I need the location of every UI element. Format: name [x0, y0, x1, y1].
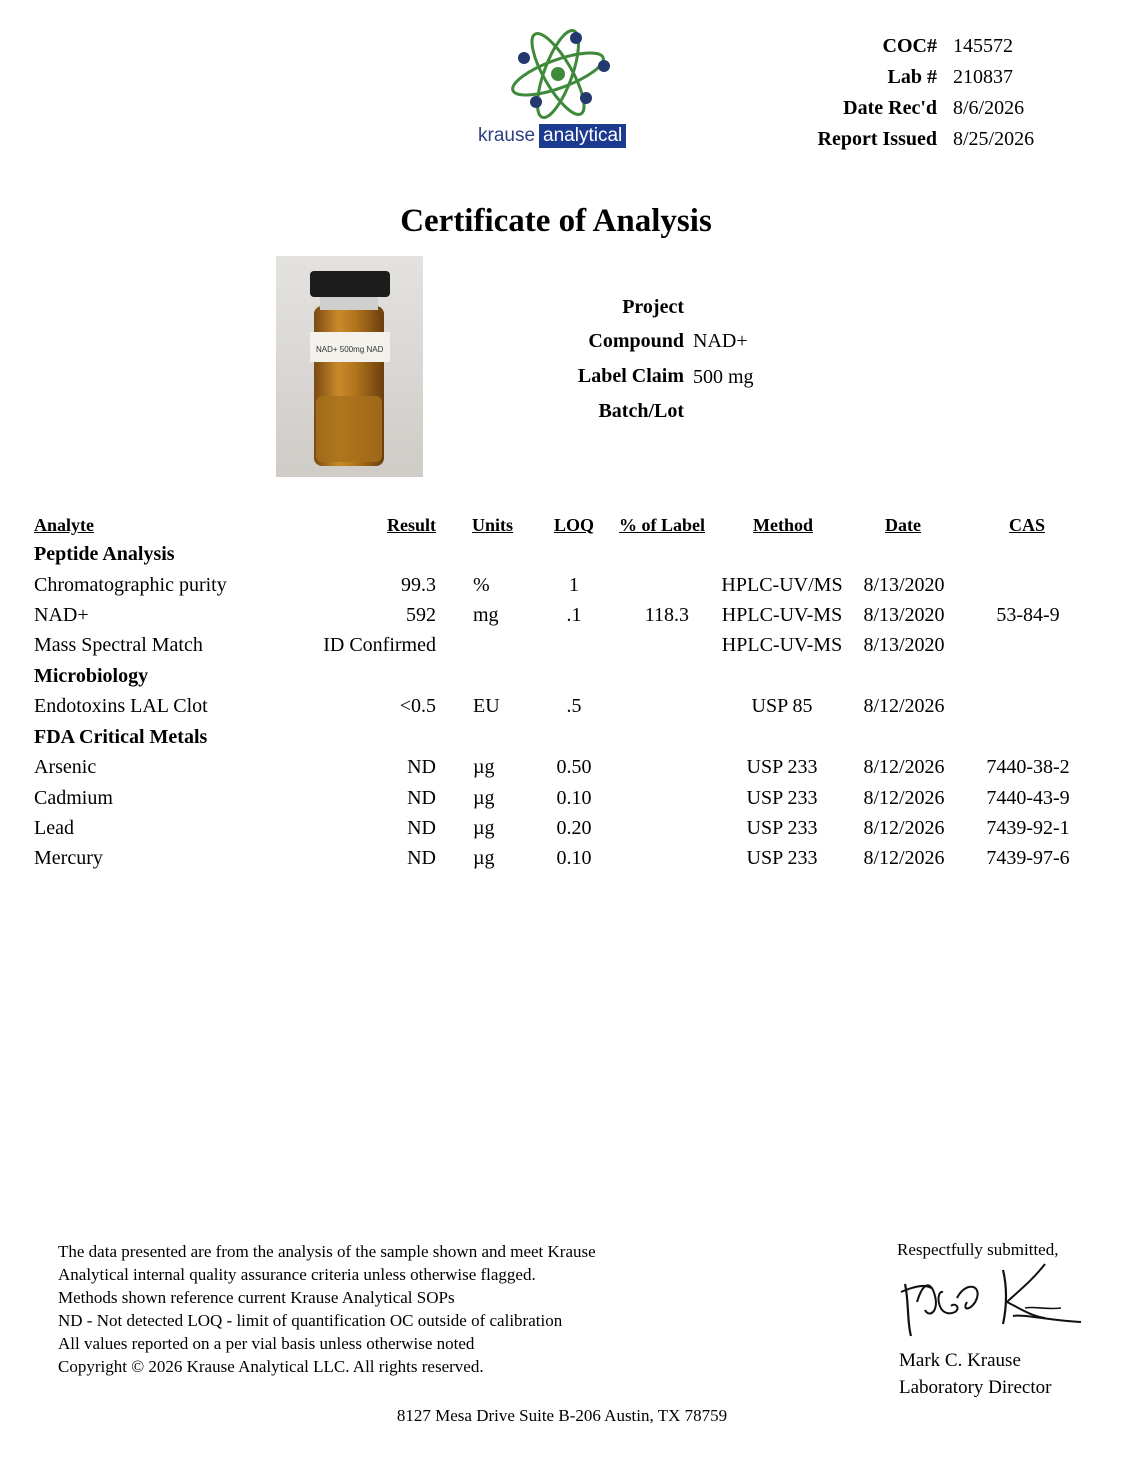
project-label: Project	[622, 296, 684, 318]
meta-value: 210837	[953, 66, 1013, 88]
meta-lab-number	[0, 64, 1121, 90]
cell-analyte: Arsenic	[34, 756, 97, 778]
cell-units: µg	[473, 847, 495, 869]
meta-value: 145572	[953, 35, 1013, 57]
cell-analyte: Cadmium	[34, 787, 113, 809]
lab-address: 8127 Mesa Drive Suite B-206 Austin, TX 78759	[396, 1406, 728, 1425]
cell-method: HPLC-UV-MS	[721, 634, 843, 656]
cell-date: 8/13/2020	[863, 604, 945, 626]
compound-label: Compound	[588, 330, 684, 352]
cell-result: 592	[406, 604, 436, 626]
disclaimer-line: Copyright © 2026 Krause Analytical LLC. All rights reserved.	[58, 1357, 484, 1376]
compound-value: NAD+	[693, 330, 748, 352]
cell-loq: .1	[566, 604, 582, 626]
cell-analyte: Mercury	[34, 847, 103, 869]
header-analyte: Analyte	[34, 515, 94, 535]
cell-units: %	[473, 574, 490, 596]
cell-method: USP 233	[746, 847, 818, 869]
cell-cas: 53-84-9	[996, 604, 1060, 626]
cell-loq: 0.10	[556, 847, 592, 869]
cell-date: 8/13/2020	[863, 574, 945, 596]
meta-coc	[0, 33, 1121, 59]
cell-result: 99.3	[401, 574, 436, 596]
header-result: Result	[387, 515, 436, 535]
cell-method: HPLC-UV/MS	[721, 574, 843, 596]
cell-result: <0.5	[399, 695, 436, 717]
disclaimer-line: Analytical internal quality assurance criteria unless otherwise flagged.	[58, 1265, 536, 1284]
cell-method: USP 233	[746, 756, 818, 778]
meta-date-received	[0, 95, 1121, 121]
page-title: Certificate of Analysis	[400, 203, 712, 239]
cell-loq: 0.50	[556, 756, 592, 778]
cell-units: µg	[473, 817, 495, 839]
cell-cas: 7440-43-9	[986, 787, 1070, 809]
header-loq: LOQ	[553, 515, 595, 535]
cell-analyte: Chromatographic purity	[34, 574, 227, 596]
cell-cas: 7439-97-6	[986, 847, 1070, 869]
section-microbiology: Microbiology	[34, 665, 149, 687]
cell-units: µg	[473, 756, 495, 778]
signer-name: Mark C. Krause	[899, 1350, 1021, 1371]
respectfully-submitted: Respectfully submitted,	[897, 1240, 1059, 1259]
cell-date: 8/12/2026	[863, 787, 945, 809]
vial-label-text: NAD+ 500mg NAD	[316, 345, 384, 354]
disclaimer	[58, 1240, 596, 1378]
section-peptide-analysis: Peptide Analysis	[34, 543, 175, 565]
cell-percent-of-label: 118.3	[644, 604, 689, 626]
handwritten-signature	[895, 1262, 1090, 1347]
cell-method: USP 85	[751, 695, 813, 717]
logo-word-krause: krause	[478, 125, 536, 146]
meta-value: 8/25/2026	[953, 128, 1035, 150]
cell-units: mg	[473, 604, 499, 626]
logo-word-analytical: analytical	[539, 124, 626, 148]
disclaimer-line: ND - Not detected LOQ - limit of quantification OC outside of calibration	[58, 1311, 563, 1330]
section-fda-critical-metals: FDA Critical Metals	[34, 726, 208, 748]
meta-label: Date Rec'd	[843, 97, 937, 119]
cell-method: HPLC-UV-MS	[721, 604, 843, 626]
disclaimer-line: The data presented are from the analysis of the sample shown and meet Krause	[58, 1242, 596, 1261]
header-percent-of-label: % of Label	[618, 515, 706, 535]
signature-icon	[895, 1262, 1090, 1342]
vial-icon	[276, 256, 423, 477]
cell-date: 8/12/2026	[863, 847, 945, 869]
meta-label: COC#	[882, 35, 937, 57]
cell-date: 8/12/2026	[863, 695, 945, 717]
header-cas: CAS	[1008, 515, 1046, 535]
cell-date: 8/13/2020	[863, 634, 945, 656]
cell-loq: 0.10	[556, 787, 592, 809]
cell-loq: 1	[569, 574, 579, 596]
meta-label: Report Issued	[817, 128, 937, 150]
label-claim-label: Label Claim	[577, 365, 684, 387]
disclaimer-line: Methods shown reference current Krause Analytical SOPs	[58, 1288, 455, 1307]
signer-block	[899, 1347, 1051, 1401]
meta-value: 8/6/2026	[953, 97, 1025, 119]
cell-method: USP 233	[746, 787, 818, 809]
cell-date: 8/12/2026	[863, 817, 945, 839]
sample-vial-photo	[276, 256, 423, 477]
cell-result: ND	[407, 847, 436, 869]
header-date: Date	[885, 515, 921, 535]
cell-result: ID Confirmed	[323, 634, 436, 656]
meta-report-issued	[0, 126, 1121, 152]
cell-analyte: Lead	[34, 817, 74, 839]
cell-loq: 0.20	[556, 817, 592, 839]
cell-result: ND	[407, 756, 436, 778]
cell-analyte: Endotoxins LAL Clot	[34, 695, 208, 717]
cell-units: µg	[473, 787, 495, 809]
cell-result: ND	[407, 787, 436, 809]
cell-analyte: Mass Spectral Match	[34, 634, 203, 656]
header-method: Method	[753, 515, 813, 535]
cell-cas: 7439-92-1	[986, 817, 1070, 839]
meta-label: Lab #	[887, 66, 937, 88]
cell-analyte: NAD+	[34, 604, 89, 626]
cell-method: USP 233	[746, 817, 818, 839]
cell-date: 8/12/2026	[863, 756, 945, 778]
batch-lot-label: Batch/Lot	[598, 400, 684, 422]
header-units: Units	[472, 515, 514, 535]
cell-cas: 7440-38-2	[986, 756, 1070, 778]
signer-title: Laboratory Director	[899, 1377, 1052, 1398]
disclaimer-line: All values reported on a per vial basis unless otherwise noted	[58, 1334, 475, 1353]
cell-loq: .5	[566, 695, 582, 717]
label-claim-value: 500 mg	[693, 366, 754, 388]
cell-result: ND	[407, 817, 436, 839]
cell-units: EU	[473, 695, 500, 717]
